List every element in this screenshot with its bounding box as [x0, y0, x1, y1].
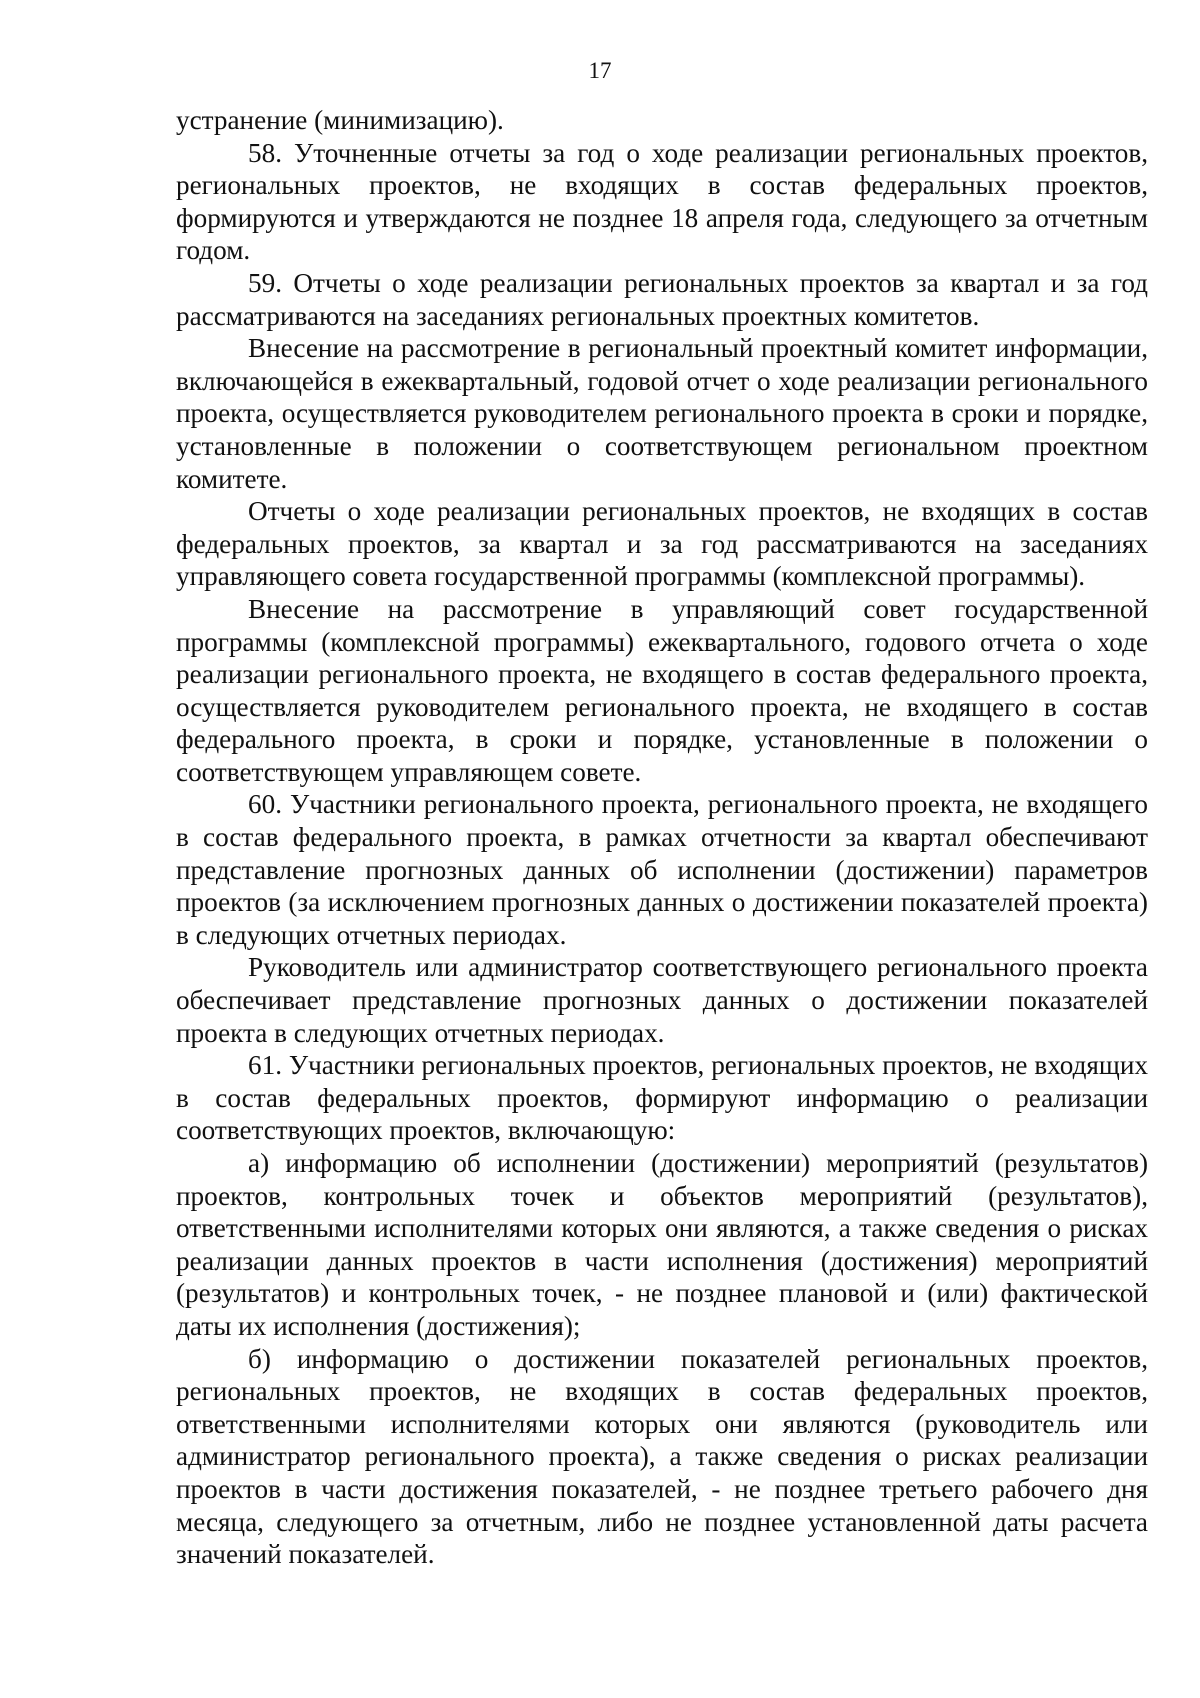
paragraph-61-b: б) информацию о достижении показателей региональных проектов, региональных проектов, не входящих в состав федеральных проектов, ответственными исполнителями которых они являются (руководитель или администратор регионального проекта), а также сведения о рисках реализации проектов в части достижения показателей, - не позднее третьего рабочего дня месяца, следующего за отчетным, либо не позднее установленной даты расчета значений показателей. — [176, 1343, 1148, 1570]
paragraph-60: 60. Участники регионального проекта, регионального проекта, не входящего в состав федерального проекта, в рамках отчетности за квартал обеспечивают представление прогнозных данных об исполнении (достижении) параметров проектов (за исключением прогнозных данных о достижении показателей проекта) в следующих отчетных периодах. — [176, 789, 1148, 950]
paragraph-59-submission: Внесение на рассмотрение в региональный проектный комитет информации, включающейся в ежеквартальный, годовой отчет о ходе реализации регионального проекта, осуществляется руководителем регионального проекта в сроки и порядке, установленные в положении о соответствующем региональном проектном комитете. — [176, 333, 1148, 494]
paragraph-59: 59. Отчеты о ходе реализации региональных проектов за квартал и за год рассматриваются на заседаниях региональных проектных комитетов. — [176, 267, 1148, 331]
document-body — [176, 104, 1148, 1571]
paragraph-continuation: устранение (минимизацию). — [176, 105, 504, 135]
paragraph-60-manager: Руководитель или администратор соответствующего регионального проекта обеспечивает представление прогнозных данных о достижении показателей проекта в следующих отчетных периодах. — [176, 952, 1148, 1048]
paragraph-59-reports-non-federal: Отчеты о ходе реализации региональных проектов, не входящих в состав федеральных проектов, за квартал и за год рассматриваются на заседаниях управляющего совета государственной программы (комплексной программы). — [176, 496, 1148, 592]
paragraph-59-submission-council: Внесение на рассмотрение в управляющий совет государственной программы (комплексной программы) ежеквартального, годового отчета о ходе реализации регионального проекта, не входящего в состав федерального проекта, осуществляется руководителем регионального проекта, не входящего в состав федерального проекта, в сроки и порядке, установленные в положении о соответствующем управляющем совете. — [176, 593, 1148, 787]
paragraph-61: 61. Участники региональных проектов, региональных проектов, не входящих в состав федеральных проектов, формируют информацию о реализации соответствующих проектов, включающую: — [176, 1050, 1148, 1146]
page-number: 17 — [588, 58, 612, 83]
paragraph-61-a: а) информацию об исполнении (достижении) мероприятий (результатов) проектов, контрольных точек и объектов мероприятий (результатов), ответственными исполнителями которых они являются, а также сведения о рисках реализации данных проектов в части исполнения (достижения) мероприятий (результатов) и контрольных точек, - не позднее плановой и (или) фактической даты их исполнения (достижения); — [176, 1148, 1148, 1341]
paragraph-58: 58. Уточненные отчеты за год о ходе реализации региональных проектов, региональных проектов, не входящих в состав федеральных проектов, формируются и утверждаются не позднее 18 апреля года, следующего за отчетным годом. — [176, 137, 1148, 266]
